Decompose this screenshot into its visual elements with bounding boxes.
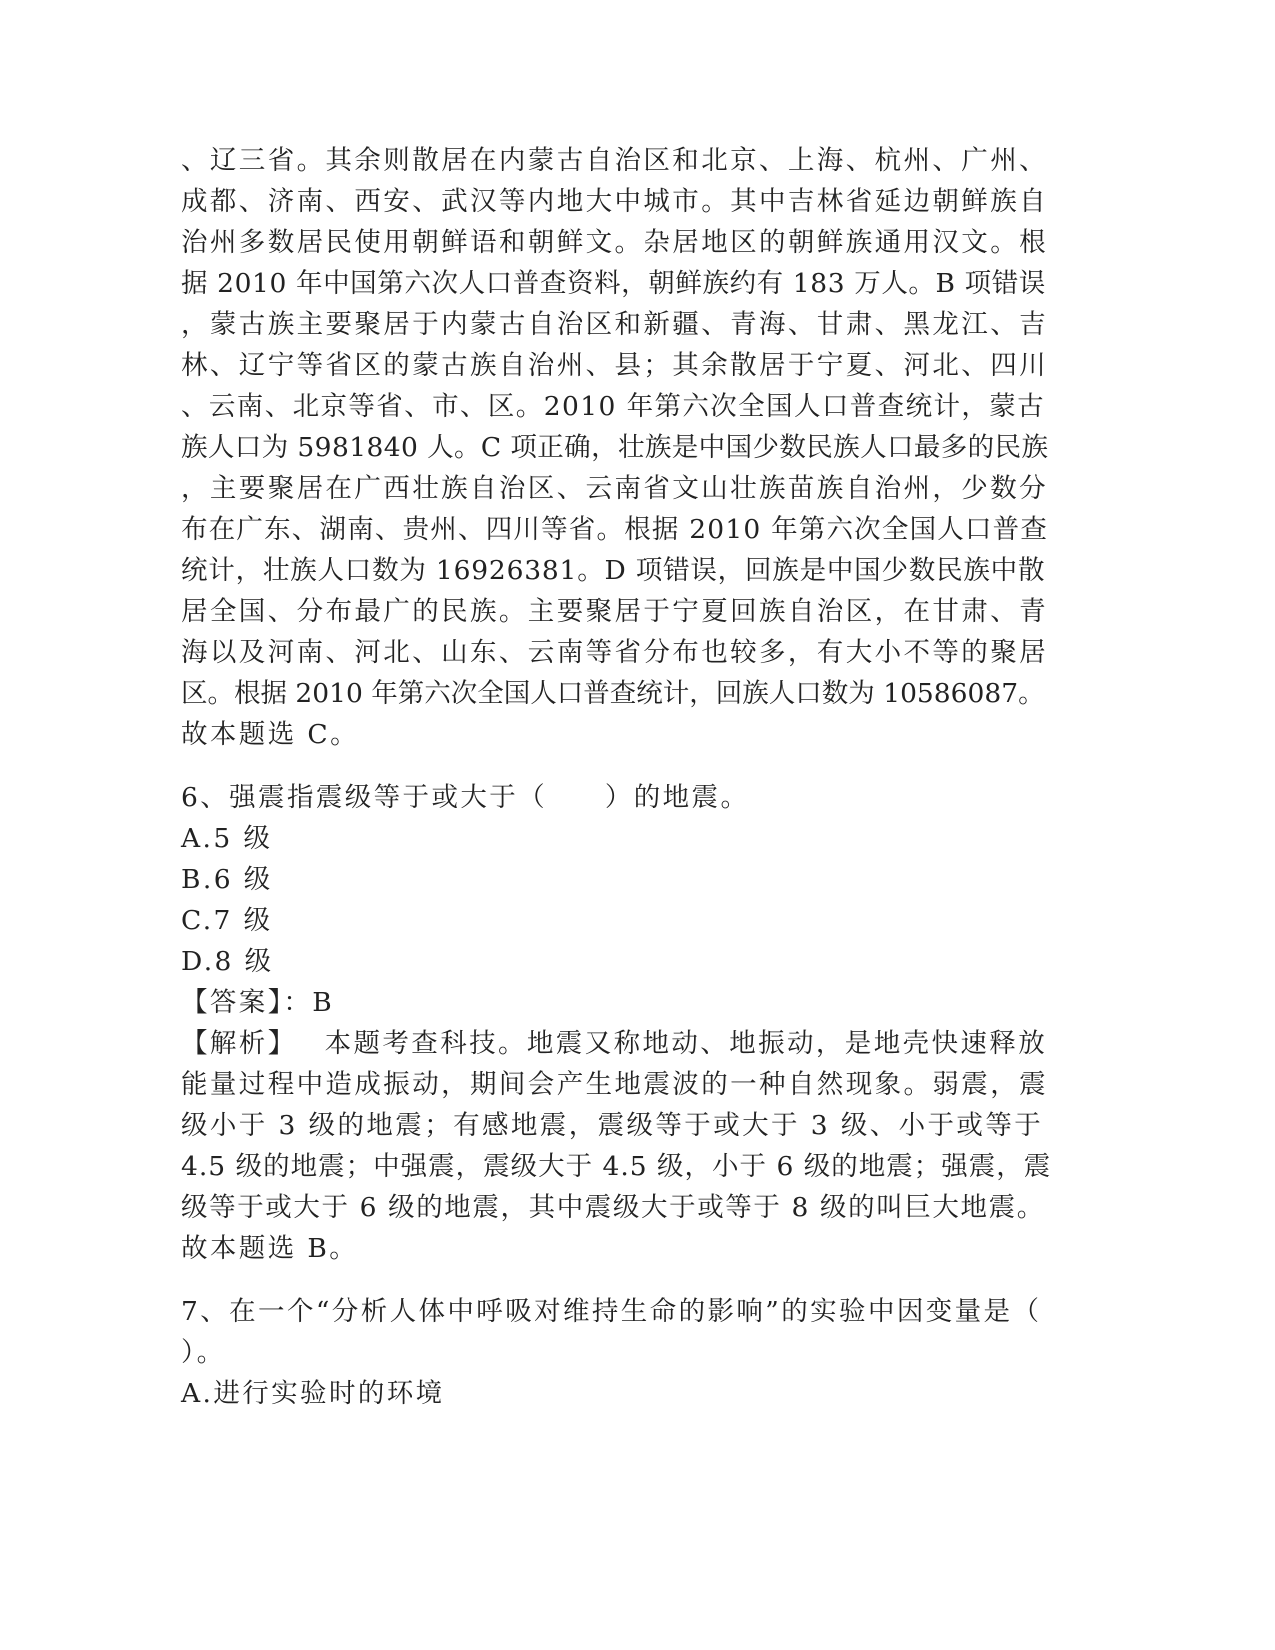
previous-explanation [181, 140, 1051, 755]
text-line: 布在广东、湖南、贵州、四川等省。根据 2010 年第六次全国人口普查 [181, 514, 1049, 545]
text-line: 治州多数居民使用朝鲜语和朝鲜文。杂居地区的朝鲜族通用汉文。根 [181, 227, 1048, 258]
option-c: C.7 级 [181, 905, 273, 936]
text-line: 居全国、分布最广的民族。主要聚居于宁夏回族自治区，在甘肃、青 [181, 596, 1048, 627]
answer-value: B [312, 987, 335, 1018]
answer-label: 【答案】： [181, 987, 313, 1018]
analysis-line [181, 1023, 1051, 1064]
question-stem: 7、在一个“分析人体中呼吸对维持生命的影响”的实验中因变量是（ [181, 1296, 1042, 1327]
text-line: 级小于 3 级的地震；有感地震，震级等于或大于 3 级、小于或等于 [181, 1110, 1044, 1141]
text-line: 据 2010 年中国第六次人口普查资料，朝鲜族约有 183 万人。B 项错误 [181, 268, 1046, 299]
text-line: 统计，壮族人口数为 16926381。D 项错误，回族是中国少数民族中散 [181, 555, 1046, 586]
text-line: ，蒙古族主要聚居于内蒙古自治区和新疆、青海、甘肃、黑龙江、吉 [181, 309, 1048, 340]
text-line: 故本题选 B。 [181, 1233, 359, 1264]
answer-line [181, 982, 1051, 1023]
text-line: 成都、济南、西安、武汉等内地大中城市。其中吉林省延边朝鲜族自 [181, 186, 1048, 217]
option-a: A.进行实验时的环境 [181, 1378, 445, 1409]
analysis-label: 【解析】 [181, 1028, 297, 1059]
spacer [181, 755, 1051, 777]
document-page [181, 140, 1051, 1414]
question-stem: ）。 [181, 1337, 226, 1368]
text-line: 、云南、北京等省、市、区。2010 年第六次全国人口普查统计，蒙古 [181, 391, 1046, 422]
option-a: A.5 级 [181, 823, 273, 854]
text-line: 区。根据 2010 年第六次全国人口普查统计，回族人口数为 10586087。 [181, 678, 1045, 709]
spacer [181, 1269, 1051, 1291]
text-line: ，主要聚居在广西壮族自治区、云南省文山壮族苗族自治州，少数分 [181, 473, 1048, 504]
text-line: 4.5 级的地震；中强震，震级大于 4.5 级，小于 6 级的地震；强震，震 [181, 1151, 1052, 1182]
text-line: 、辽三省。其余则散居在内蒙古自治区和北京、上海、杭州、广州、 [181, 145, 1048, 176]
text-line: 故本题选 C。 [181, 719, 359, 750]
question-7 [181, 1291, 1051, 1414]
option-d: D.8 级 [181, 946, 274, 977]
question-6 [181, 777, 1051, 1269]
text-line: 级等于或大于 6 级的地震，其中震级大于或等于 8 级的叫巨大地震。 [181, 1192, 1045, 1223]
option-b: B.6 级 [181, 864, 273, 895]
text-line: 海以及河南、河北、山东、云南等省分布也较多，有大小不等的聚居 [181, 637, 1048, 668]
text-line: 族人口为 5981840 人。C 项正确，壮族是中国少数民族人口最多的民族 [181, 432, 1049, 463]
text-line: 林、辽宁等省区的蒙古族自治州、县；其余散居于宁夏、河北、四川 [181, 350, 1048, 381]
analysis-text: 本题考查科技。地震又称地动、地振动，是地壳快速释放 [324, 1028, 1048, 1059]
text-line: 能量过程中造成振动，期间会产生地震波的一种自然现象。弱震，震 [181, 1069, 1048, 1100]
question-stem: 6、强震指震级等于或大于（ ）的地震。 [181, 782, 750, 813]
